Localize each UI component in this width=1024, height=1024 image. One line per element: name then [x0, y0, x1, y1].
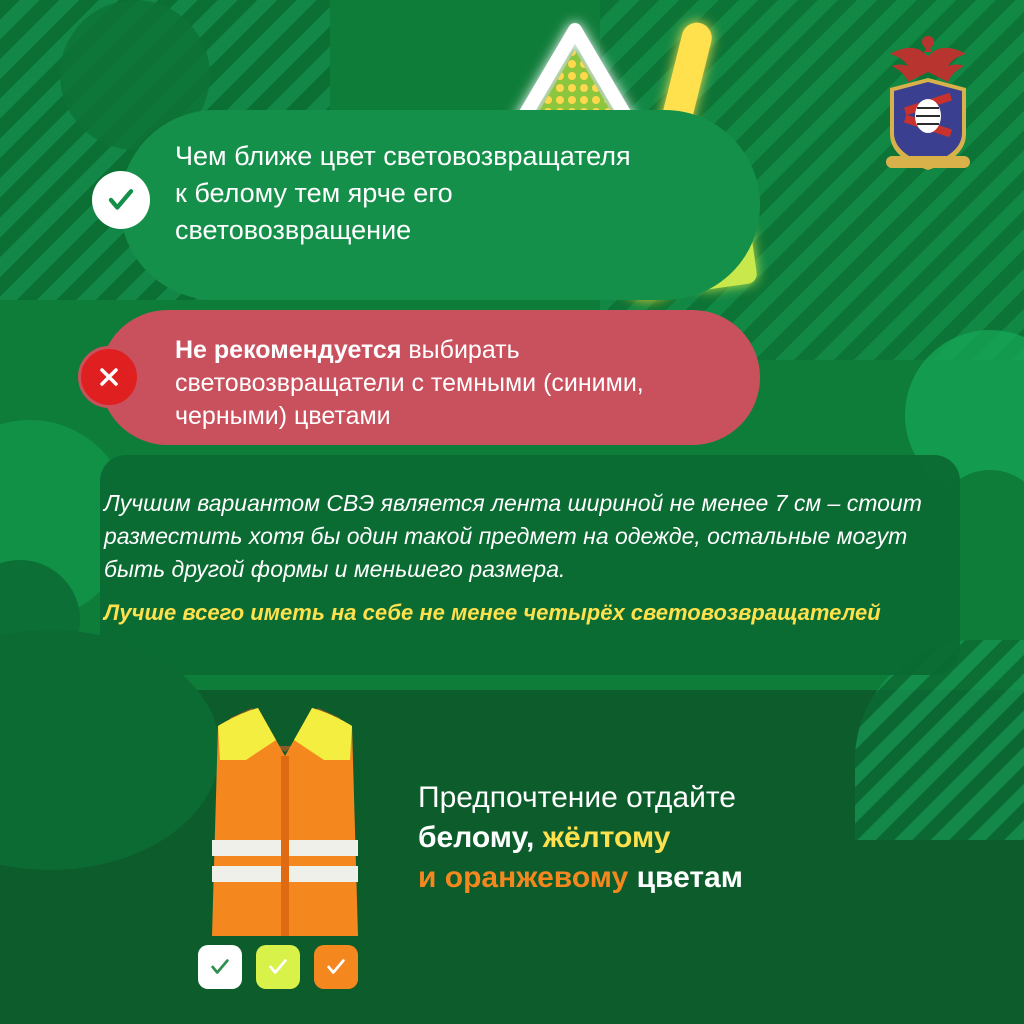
chip-white[interactable]: [198, 945, 242, 989]
warning-text-rest: выбирать световозвращатели с темными (синими, черными) цветами: [175, 336, 644, 430]
ministry-emblem-icon: [880, 30, 976, 170]
bottom-line-3-orange: и оранжевому: [418, 861, 629, 894]
chip-orange[interactable]: [314, 945, 358, 989]
bottom-line-3: [418, 858, 888, 898]
color-chips: [198, 945, 358, 989]
recommendation-text: Чем ближе цвет световозвращателя к белому тем ярче его световозвращение: [175, 141, 631, 245]
bottom-line-1: Предпочтение отдайте: [418, 781, 736, 814]
bottom-recommendation: [418, 778, 888, 898]
info-paragraph: Лучшим вариантом СВЭ является лента шириной не менее 7 см – стоит разместить хотя бы один такой предмет на одежде, остальные могут быть другой формы и меньшего размера.: [104, 490, 922, 582]
recommendation-card: [120, 110, 760, 300]
bottom-line-2-yellow: жёлтому: [534, 821, 671, 854]
bottom-line-2-white: белому,: [418, 821, 535, 854]
safety-vest-illustration: [190, 700, 380, 940]
check-icon: [92, 171, 150, 229]
warning-text-bold: Не рекомендуется: [175, 336, 402, 364]
bottom-line-2: [418, 818, 888, 858]
highlight-paragraph: Лучше всего иметь на себе не менее четырёх световозвращателей: [104, 600, 881, 625]
warning-card: [100, 310, 760, 445]
chip-yellow[interactable]: [256, 945, 300, 989]
cross-icon: [78, 346, 140, 408]
bottom-line-3-white: цветам: [628, 861, 743, 894]
warning-text: [175, 334, 715, 433]
